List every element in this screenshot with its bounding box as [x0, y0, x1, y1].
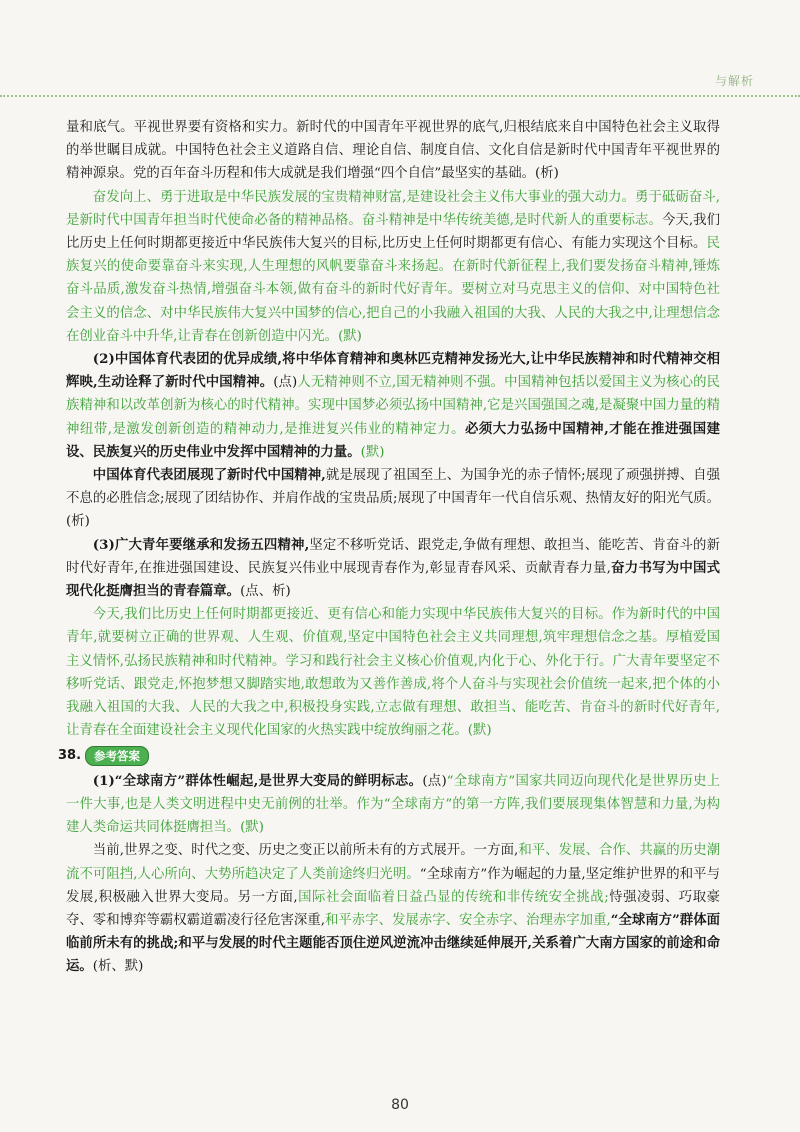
- text-segment: (1)“全球南方”群体性崛起,是世界大变局的鲜明标志。: [92, 772, 423, 789]
- reference-answer-badge: 参考答案: [85, 746, 149, 766]
- question-number: 38.: [58, 748, 82, 764]
- analysis-paragraphs: [66, 116, 720, 742]
- answer-heading: [58, 744, 720, 767]
- text-segment: 国际社会面临着日益凸显的传统和非传统安全挑战;: [297, 889, 609, 905]
- text-segment: (点): [273, 375, 298, 391]
- paragraph: [66, 534, 720, 604]
- paragraph: [66, 186, 720, 348]
- text-segment: 当前,世界之变、时代之变、历史之变正以前所未有的方式展开。一方面,: [92, 843, 519, 859]
- text-segment: “全球南方”国家共同迈向现代化是世界历史上一件大事,也是人类文明进程中史无前例的壮举。作为“全球南方”的第一方阵,我们要展现集体智慧和力量,为构建人类命运共同体挺膺担当。(默): [66, 773, 720, 836]
- text-segment: “全球南方”群体面临前所未有的挑战;和平与发展的时代主题能否顶住逆风逆流冲击继续延伸展开,关系着广大南方国家的前途和命运。: [66, 911, 720, 975]
- text-segment: (默): [360, 444, 385, 460]
- text-segment: 奋发向上、勇于进取是中华民族发展的宝贵精神财富,是建设社会主义伟大事业的强大动力。勇于砥砺奋斗,是新时代中国青年担当时代使命必备的精神品格。奋斗精神是中华传统美德,是时代新人的重要标志。: [66, 189, 720, 228]
- text-segment: 恃强凌弱、巧取豪夺、零和博弈等霸权霸道霸凌行径危害深重,: [66, 889, 721, 928]
- text-segment: 坚定不移听党话、跟党走,争做有理想、敢担当、能吃苦、肯奋斗的新时代好青年,在推进强国建设、民族复兴伟业中展现青春作为,彰显青春风采、贡献青春力量,: [66, 537, 720, 576]
- text-segment: (点、析): [240, 584, 291, 600]
- text-segment: 人无精神则不立,国无精神则不强。中国精神包括以爱国主义为核心的民族精神和以改革创新为核心的时代精神。实现中国梦必须弘扬中国精神,它是兴国强国之魂,是凝聚中国力量的精神纽带,是激发创新创造的精神动力,是推进复兴伟业的精神定力。: [66, 375, 720, 437]
- text-segment: (点): [422, 773, 447, 789]
- page-number: 80: [391, 1097, 409, 1113]
- text-segment: 奋力书写为中国式现代化挺膺担当的青春篇章。: [66, 559, 720, 600]
- text-segment: 量和底气。平视世界要有资格和实力。新时代的中国青年平视世界的底气,归根结底来自中国特色社会主义取得的举世瞩目成就。中国特色社会主义道路自信、理论自信、制度自信、文化自信是新时代中国青年平视世界的精神源泉。党的百年奋斗历程和伟大成就是我们增强“四个自信”最坚实的基础。(析): [66, 120, 720, 182]
- text-segment: (析、默): [92, 959, 144, 975]
- text-segment: “全球南方”作为崛起的力量,坚定维护世界的和平与发展,积极融入世界大变局。另一方面,: [66, 866, 720, 905]
- paragraph: [66, 770, 720, 840]
- page-content: [58, 116, 721, 979]
- text-segment: 民族复兴的使命要靠奋斗来实现,人生理想的风帆要靠奋斗来扬起。在新时代新征程上,我们要发扬奋斗精神,锤炼奋斗品质,激发奋斗热情,增强奋斗本领,做有奋斗的新时代好青年。要树立对马克思主义的信仰、对中国特色社会主义的信念、对中华民族伟大复兴中国梦的信心,把自己的小我融入祖国的大我、人民的大我之中,让理想信念在创业奋斗中升华,让青春在创新创造中闪光。(默): [66, 236, 720, 344]
- text-segment: 必须大力弘扬中国精神,才能在推进强国建设、民族复兴的历史伟业中发挥中国精神的力量。: [66, 420, 720, 460]
- answer-paragraphs: [66, 770, 720, 979]
- paragraph: [66, 464, 720, 534]
- text-segment: 今天,我们比历史上任何时期都更接近中华民族伟大复兴的目标,比历史上任何时期都更有信心、有能力实现这个目标。: [66, 212, 720, 252]
- header-dotted-rule: [0, 95, 800, 97]
- paragraph: [66, 603, 720, 742]
- header-title: 与解析: [714, 74, 754, 88]
- text-segment: 和平赤字、发展赤字、安全赤字、治理赤字加重,: [324, 912, 611, 928]
- paragraph: [66, 116, 720, 186]
- text-segment: (3)广大青年要继承和发扬五四精神,: [92, 536, 310, 553]
- text-segment: 就是展现了祖国至上、为国争光的赤子情怀;展现了顽强拼搏、自强不息的必胜信念;展现了团结协作、并肩作战的宝贵品质;展现了中国青年一代自信乐观、热情友好的阳光气质。(析): [66, 468, 720, 530]
- page-header: [0, 0, 800, 100]
- paragraph: [66, 348, 720, 464]
- text-segment: 今天,我们比历史上任何时期都更接近、更有信心和能力实现中华民族伟大复兴的目标。作为新时代的中国青年,就要树立正确的世界观、人生观、价值观,坚定中国特色社会主义共同理想,筑牢理想信念之基。厚植爱国主义情怀,弘扬民族精神和时代精神。学习和践行社会主义核心价值观,内化于心、外化于行。广大青年要坚定不移听党话、跟党走,怀抱梦想又脚踏实地,敢想敢为又善作善成,将个人奋斗与实现社会价值统一起来,把个体的小我融入祖国的大我、人民的大我之中,积极投身实践,立志做有理想、敢担当、能吃苦、肯奋斗的新时代好青年,让青春在全面建设社会主义现代化国家的火热实践中绽放绚丽之花。(默): [66, 607, 720, 739]
- text-segment: 和平、发展、合作、共赢的历史潮流不可阻挡,人心所向、大势所趋决定了人类前途终归光明。: [66, 843, 721, 882]
- text-segment: 中国体育代表团展现了新时代中国精神,: [92, 467, 326, 484]
- text-segment: (2)中国体育代表团的优异成绩,将中华体育精神和奥林匹克精神发扬光大,让中华民族精神和时代精神交相辉映,生动诠释了新时代中国精神。: [66, 351, 720, 391]
- paragraph: [66, 839, 720, 978]
